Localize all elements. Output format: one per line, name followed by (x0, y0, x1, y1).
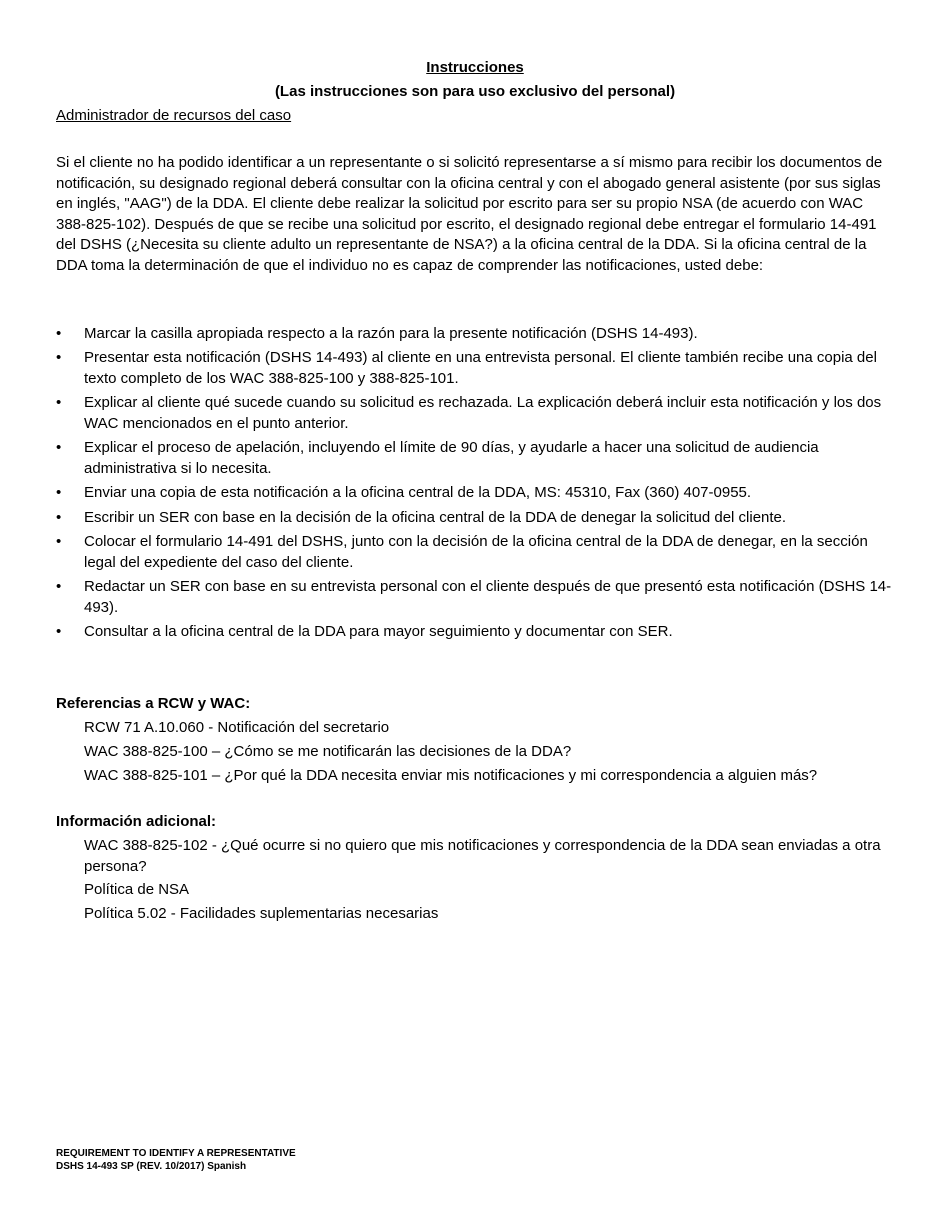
role-heading: Administrador de recursos del caso (56, 107, 292, 124)
reference-item: RCW 71 A.10.060 - Notificación del secretario (84, 719, 390, 736)
footer-form-number: DSHS 14-493 SP (REV. 10/2017) Spanish (56, 1161, 247, 1172)
additional-info-list (84, 836, 904, 928)
bullet-icon: • (56, 508, 62, 526)
bullet-icon: • (56, 484, 62, 502)
additional-info-item: WAC 388-825-102 - ¿Qué ocurre si no quiero que mis notificaciones y correspondencia de la DDA sean enviadas a otra persona? (84, 837, 881, 875)
list-item: • Marcar la casilla apropiada respecto a la razón para la presente notificación (DSHS 14-493). (56, 324, 896, 345)
list-item: • Explicar al cliente qué sucede cuando su solicitud es rechazada. La explicación deberá incluir esta notificación y los dos WAC mencionados en el punto anterior. (56, 394, 882, 432)
bullet-icon: • (56, 349, 62, 367)
list-item: • Explicar el proceso de apelación, incluyendo el límite de 90 días, y ayudarle a hacer una solicitud de audiencia administrativa si lo necesita. (56, 439, 819, 477)
intro-paragraph: Si el cliente no ha podido identificar a un representante o si solicitó representarse a sí mismo para recibir los documentos de notificación, su designado regional deberá consultar con la oficina central y con el abogado general asistente (por sus siglas en inglés, "AAG") de la DDA. El cliente debe realizar la solicitud por escrito para ser su propio NSA (de acuerdo con WAC 388-825-102). Después de que se recibe una solicitud por escrito, el designado regional debe entregar el formulario 14-491 del DSHS (¿Necesita su cliente adulto un representante de NSA?) a la oficina central de la DDA. Si la oficina central de la DDA toma la determinación de que el individuo no es capaz de comprender las notificaciones, usted debe: (56, 154, 883, 274)
form-footer (56, 1147, 296, 1173)
footer-form-title: REQUIREMENT TO IDENTIFY A REPRESENTATIVE (56, 1148, 296, 1159)
list-item: • Enviar una copia de esta notificación a la oficina central de la DDA, MS: 45310, Fax (360) 407-0955. (56, 483, 896, 504)
additional-info-item: Política de NSA (84, 881, 190, 899)
bullet-icon: • (56, 533, 62, 551)
instruction-list (56, 324, 896, 646)
list-item: • Redactar un SER con base en su entrevista personal con el cliente después de que presentó esta notificación (DSHS 14-493). (56, 578, 892, 616)
additional-info-item: Política 5.02 - Facilidades suplementarias necesarias (84, 905, 439, 923)
list-item: • Consultar a la oficina central de la DDA para mayor seguimiento y documentar con SER. (56, 622, 896, 643)
page-title: Instrucciones (426, 59, 524, 76)
additional-info-heading: Información adicional: (56, 813, 217, 830)
bullet-icon: • (56, 325, 62, 342)
reference-item: WAC 388-825-100 – ¿Cómo se me notificarán las decisiones de la DDA? (84, 742, 572, 760)
references-list (84, 718, 904, 789)
page-subtitle: (Las instrucciones son para uso exclusivo del personal) (274, 83, 676, 100)
list-item: • Presentar esta notificación (DSHS 14-493) al cliente en una entrevista personal. El cliente también recibe una copia del texto completo de los WAC 388-825-100 y 388-825-101. (56, 349, 877, 387)
list-item: • Escribir un SER con base en la decisión de la oficina central de la DDA de denegar la solicitud del cliente. (56, 508, 896, 529)
reference-item: WAC 388-825-101 – ¿Por qué la DDA necesita enviar mis notificaciones y mi correspondencia a alguien más? (84, 766, 818, 784)
list-item: • Colocar el formulario 14-491 del DSHS, junto con la decisión de la oficina central de la DDA de denegar, en la sección legal del expediente del caso del cliente. (56, 533, 868, 571)
bullet-icon: • (56, 623, 62, 641)
bullet-icon: • (56, 439, 62, 457)
bullet-icon: • (56, 578, 62, 596)
references-heading: Referencias a RCW y WAC: (56, 695, 251, 712)
bullet-icon: • (56, 394, 62, 412)
